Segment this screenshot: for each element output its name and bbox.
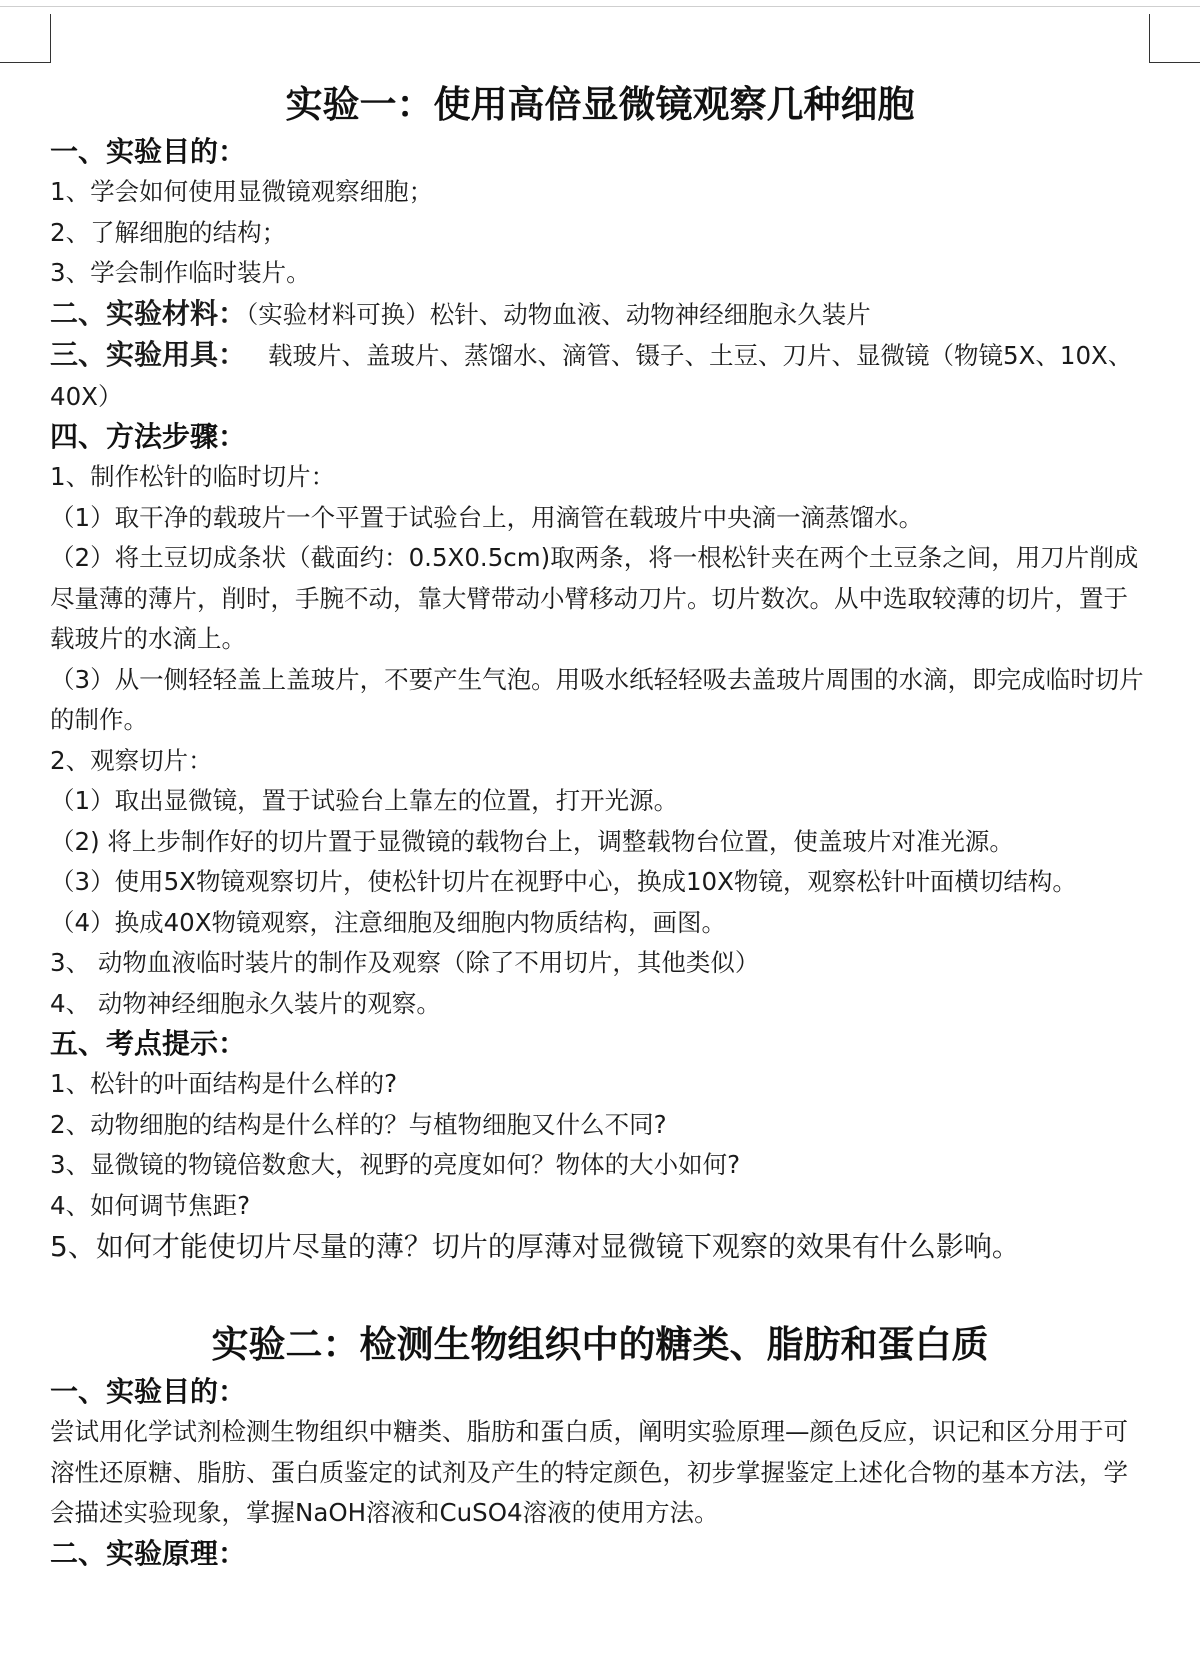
exp1-step: 1、制作松针的临时切片： xyxy=(50,462,336,491)
exp2-aim-text: 尝试用化学试剂检测生物组织中糖类、脂肪和蛋白质，阐明实验原理—颜色反应，识记和区分用于可溶性还原糖、脂肪、蛋白质鉴定的试剂及产生的特定颜色，初步掌握鉴定上述化合物的基本方法，学会描述实验现象，掌握NaOH溶液和CuSO4溶液的使用方法。 xyxy=(50,1417,1128,1527)
exp2-heading-principle: 二、实验原理： xyxy=(50,1536,247,1570)
exp1-tip: 5、如何才能使切片尽量的薄？切片的厚薄对显微镜下观察的效果有什么影响。 xyxy=(50,1230,1020,1263)
exp1-step: （1）取干净的载玻片一个平置于试验台上，用滴管在载玻片中央滴一滴蒸馏水。 xyxy=(50,502,924,532)
exp1-step: 2、观察切片： xyxy=(50,745,213,775)
exp2-heading-aims: 一、实验目的： xyxy=(50,1375,247,1408)
exp1-materials-text: （实验材料可换）松针、动物血液、动物神经细胞永久装片 xyxy=(246,299,871,329)
experiment-1-title: 实验一：使用高倍显微镜观察几种细胞 xyxy=(285,83,915,126)
exp1-heading-materials: 二、实验材料： xyxy=(50,296,247,330)
exp1-step: （3）使用5X物镜观察切片，使松针切片在视野中心，换成10X物镜，观察松针叶面横切结构。 xyxy=(50,867,1077,896)
exp1-heading-steps: 四、方法步骤： xyxy=(50,420,247,453)
exp1-step: （2）将土豆切成条状（截面约：0.5X0.5cm)取两条，将一根松针夹在两个土豆条之间，用刀片削成尽量薄的薄片，削时，手腕不动，靠大臂带动小臂移动刀片。切片数次。从中选取较薄的切片，置于载玻片的水滴上。 xyxy=(50,543,1139,653)
crop-mark-left xyxy=(0,14,51,63)
crop-mark-right xyxy=(1149,14,1200,63)
exp1-tip: 4、如何调节焦距? xyxy=(50,1190,251,1220)
exp1-materials-line xyxy=(50,294,1150,336)
exp1-tip: 1、松针的叶面结构是什么样的? xyxy=(50,1069,398,1098)
exp1-heading-tools: 三、实验用具： xyxy=(50,338,247,371)
exp1-step: 4、 动物神经细胞永久装片的观察。 xyxy=(50,988,441,1018)
exp1-step: （2) 将上步制作好的切片置于显微镜的载物台上，调整载物台位置，使盖玻片对准光源。 xyxy=(50,826,1014,856)
exp1-step: （1）取出显微镜，置于试验台上靠左的位置，打开光源。 xyxy=(50,786,679,815)
exp1-step: （3）从一侧轻轻盖上盖玻片，不要产生气泡。用吸水纸轻轻吸去盖玻片周围的水滴，即完成临时切片的制作。 xyxy=(50,664,1144,734)
exp1-tools-line xyxy=(50,335,1150,417)
exp1-aim-1: 1、学会如何使用显微镜观察细胞； xyxy=(50,177,434,206)
page-top-edge xyxy=(0,6,1200,7)
exp1-heading-tips: 五、考点提示： xyxy=(50,1027,247,1060)
exp1-tip: 3、显微镜的物镜倍数愈大，视野的亮度如何？物体的大小如何? xyxy=(50,1150,741,1179)
experiment-2-title: 实验二：检测生物组织中的糖类、脂肪和蛋白质 xyxy=(211,1323,989,1366)
exp1-step: 3、 动物血液临时装片的制作及观察（除了不用切片，其他类似） xyxy=(50,948,760,977)
exp1-step: （4）换成40X物镜观察，注意细胞及细胞内物质结构，画图。 xyxy=(50,907,727,937)
exp1-aim-3: 3、学会制作临时装片。 xyxy=(50,258,311,287)
exp1-tip: 2、动物细胞的结构是什么样的？与植物细胞又什么不同? xyxy=(50,1109,667,1139)
document-body xyxy=(50,78,1150,1574)
exp1-heading-aims: 一、实验目的： xyxy=(50,135,247,168)
exp1-aim-2: 2、了解细胞的结构； xyxy=(50,217,287,247)
exp1-tools-text: 载玻片、盖玻片、蒸馏水、滴管、镊子、土豆、刀片、显微镜（物镜5X、10X、40X） xyxy=(50,341,1133,411)
